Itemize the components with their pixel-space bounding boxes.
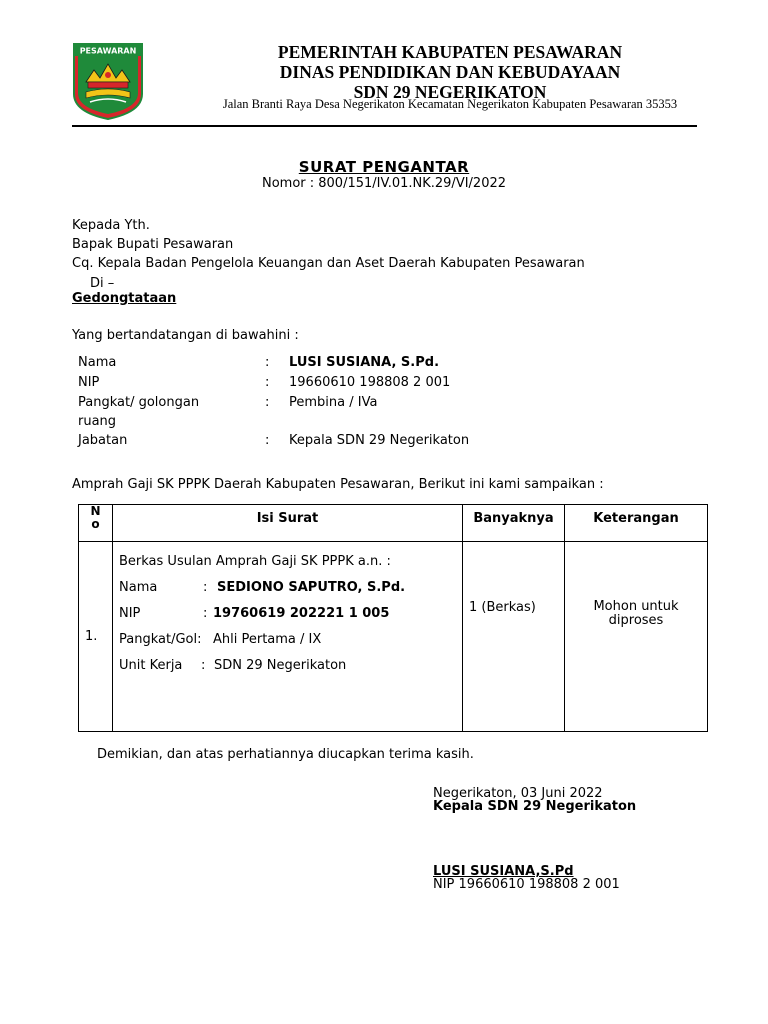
- field-sep-nip: :: [265, 375, 270, 390]
- place-date: Negerikaton, 03 Juni 2022: [433, 786, 603, 801]
- header-isi: Isi Surat: [113, 505, 463, 542]
- pesawaran-logo: [72, 42, 144, 120]
- signer-name: LUSI SUSIANA,S.Pd: [433, 864, 574, 879]
- header-banyak: Banyaknya: [463, 505, 565, 542]
- field-sep-jabatan: :: [265, 433, 270, 448]
- isi-pangkat-label: Pangkat/Gol:: [119, 632, 202, 647]
- items-table: [78, 504, 708, 732]
- field-value-pangkat: Pembina / IVa: [289, 395, 378, 410]
- recipient-line-2: Bapak Bupati Pesawaran: [72, 237, 234, 252]
- row-keterangan: [565, 542, 708, 732]
- signer-position: Kepala SDN 29 Negerikaton: [433, 799, 637, 814]
- statement-text: Amprah Gaji SK PPPK Daerah Kabupaten Pesawaran, Berikut ini kami sampaikan :: [72, 477, 604, 492]
- isi-nama-sep: :: [203, 580, 208, 595]
- row-no: 1.: [79, 542, 113, 732]
- header-rule: [72, 125, 697, 127]
- isi-intro: Berkas Usulan Amprah Gaji SK PPPK a.n. :: [119, 554, 391, 569]
- field-value-nip: 19660610 198808 2 001: [289, 375, 451, 390]
- ket-line-2: diproses: [608, 613, 664, 628]
- field-label-nip: NIP: [78, 375, 100, 390]
- isi-pangkat-value: Ahli Pertama / IX: [213, 632, 322, 647]
- isi-nip-sep: :: [203, 606, 208, 621]
- recipient-line-4: Di –: [90, 276, 115, 291]
- header-keterangan: Keterangan: [565, 505, 708, 542]
- field-label-nama: Nama: [78, 355, 117, 370]
- svg-text:PESAWARAN: PESAWARAN: [79, 46, 137, 56]
- closing-text: Demikian, dan atas perhatiannya diucapkan terima kasih.: [97, 747, 474, 762]
- header-no-2: o: [91, 517, 100, 531]
- letter-title: SURAT PENGANTAR: [298, 158, 470, 176]
- isi-unit-sep: :: [201, 658, 206, 673]
- isi-unit-value: SDN 29 Negerikaton: [214, 658, 347, 673]
- kop-line-3: SDN 29 NEGERIKATON: [353, 82, 547, 102]
- field-sep-pangkat: :: [265, 395, 270, 410]
- kop-line-2: DINAS PENDIDIKAN DAN KEBUDAYAAN: [279, 62, 621, 82]
- ket-line-1: Mohon untuk: [593, 599, 679, 614]
- recipient-line-3: Cq. Kepala Badan Pengelola Keuangan dan Aset Daerah Kabupaten Pesawaran: [72, 256, 585, 271]
- field-value-jabatan: Kepala SDN 29 Negerikaton: [289, 433, 470, 448]
- row-isi: [113, 542, 463, 732]
- field-label-pangkat-cont: ruang: [78, 414, 117, 429]
- header-no-1: N: [90, 504, 101, 518]
- isi-unit-label: Unit Kerja: [119, 658, 183, 673]
- kop-address: Jalan Branti Raya Desa Negerikaton Kecamatan Negerikaton Kabupaten Pesawaran 35353: [222, 97, 678, 111]
- field-label-pangkat: Pangkat/ golongan: [78, 395, 200, 410]
- isi-nama-value: SEDIONO SAPUTRO, S.Pd.: [217, 580, 406, 595]
- field-label-jabatan: Jabatan: [78, 433, 128, 448]
- recipient-line-1: Kepada Yth.: [72, 218, 150, 233]
- row-banyak: 1 (Berkas): [463, 542, 565, 732]
- field-value-nama: LUSI SUSIANA, S.Pd.: [289, 355, 440, 370]
- isi-nip-label: NIP: [119, 606, 141, 621]
- header-no: [79, 505, 113, 542]
- isi-nip-value: 19760619 202221 1 005: [213, 606, 390, 621]
- letter-number: Nomor : 800/151/IV.01.NK.29/VI/2022: [261, 176, 507, 191]
- isi-nama-label: Nama: [119, 580, 158, 595]
- field-sep-nama: :: [265, 355, 270, 370]
- table-row: [79, 542, 708, 732]
- recipient-city: Gedongtataan: [72, 291, 177, 306]
- signer-nip: NIP 19660610 198808 2 001: [433, 877, 620, 892]
- table-header-row: [79, 505, 708, 542]
- kop-line-1: PEMERINTAH KABUPATEN PESAWARAN: [277, 42, 623, 62]
- intro-text: Yang bertandatangan di bawahini :: [72, 328, 299, 343]
